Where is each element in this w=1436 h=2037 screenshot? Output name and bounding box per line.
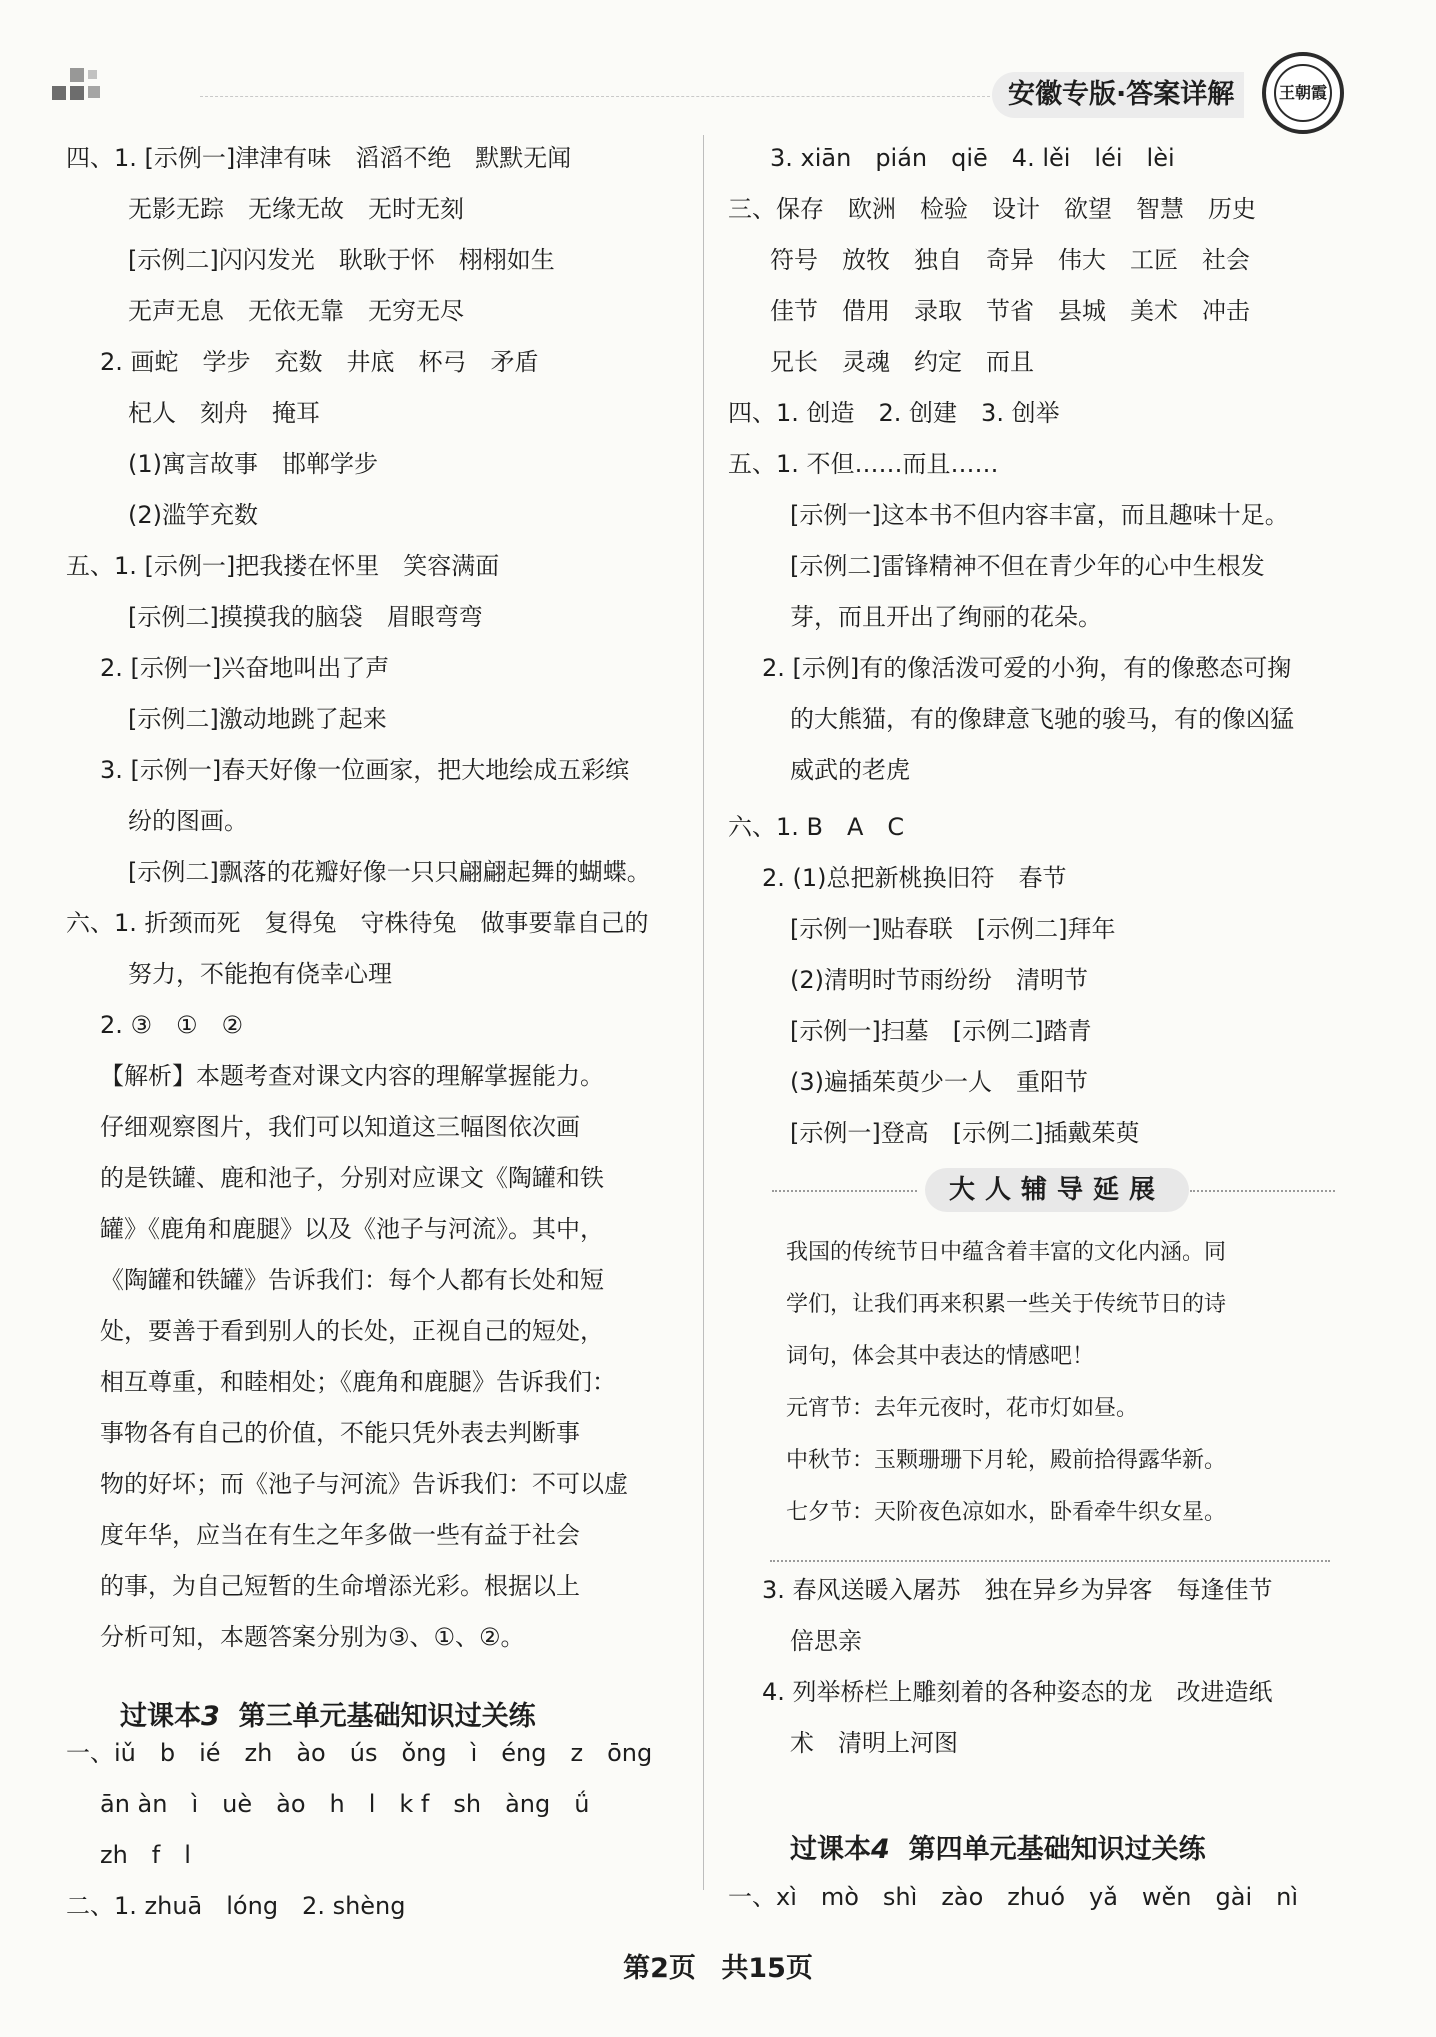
extension-line4: 元宵节：去年元夜时，花市灯如昼。 [786, 1396, 1139, 1421]
right-q5-line7: 威武的老虎 [790, 756, 910, 784]
right-q6b-line4: 术 清明上河图 [790, 1729, 958, 1757]
right-q6-line6: (3)遍插茱萸少一人 重阳节 [790, 1068, 1088, 1096]
unit4-number: 4 [871, 1834, 890, 1865]
left-q6-line2: 努力，不能抱有侥幸心理 [128, 960, 392, 988]
extension-line1: 我国的传统节日中蕴含着丰富的文化内涵。同 [786, 1240, 1227, 1265]
left-q4-line2: 无影无踪 无缘无故 无时无刻 [128, 195, 464, 223]
left-q6-line5: 仔细观察图片，我们可以知道这三幅图依次画 [100, 1113, 580, 1141]
left-q4-line3: [示例二]闪闪发光 耿耿于怀 栩栩如生 [128, 246, 555, 274]
right-q3-line4: 兄长 灵魂 约定 而且 [770, 348, 1034, 376]
column-divider [703, 135, 704, 1890]
right-q6-line5: [示例一]扫墓 [示例二]踏青 [790, 1017, 1092, 1045]
left-q6-line9: 处，要善于看到别人的长处，正视自己的短处， [100, 1317, 604, 1345]
extension-rule-left [772, 1190, 917, 1192]
left-q6-line6: 的是铁罐、鹿和池子，分别对应课文《陶罐和铁 [100, 1164, 604, 1192]
extension-rule-right [1190, 1190, 1335, 1192]
publisher-logo [1262, 52, 1344, 134]
page-footer [0, 1946, 1436, 1985]
right-q3-line1: 三、保存 欧洲 检验 设计 欲望 智慧 历史 [728, 195, 1256, 223]
logo-text: 王朝霞 [1274, 64, 1332, 122]
right-q6-line1: 六、1. B A C [728, 813, 905, 841]
extension-title: 大人辅导延展 [925, 1168, 1189, 1212]
left-q6-line14: 的事，为自己短暂的生命增添光彩。根据以上 [100, 1572, 580, 1600]
right-q5-line6: 的大熊猫，有的像肆意飞驰的骏马，有的像凶猛 [790, 705, 1294, 733]
left-q6-line8: 《陶罐和铁罐》告诉我们：每个人都有长处和短 [100, 1266, 604, 1294]
unit3-title: 第三单元基础知识过关练 [238, 1701, 536, 1732]
extension-line2: 学们，让我们再来积累一些关于传统节日的诗 [786, 1292, 1227, 1317]
left-q6-line11: 事物各有自己的价值，不能只凭外表去判断事 [100, 1419, 580, 1447]
left-q4-line4: 无声无息 无依无靠 无穷无尽 [128, 297, 464, 325]
left-q4-line7: (1)寓言故事 邯郸学步 [128, 450, 378, 478]
left-q4-line6: 杞人 刻舟 掩耳 [128, 399, 320, 427]
left-q6-line10: 相互尊重，和睦相处；《鹿角和鹿腿》告诉我们： [100, 1368, 616, 1396]
extension-line5: 中秋节：玉颗珊珊下月轮，殿前拾得露华新。 [786, 1448, 1227, 1473]
right-q5-line3: [示例二]雷锋精神不但在青少年的心中生根发 [790, 552, 1265, 580]
right-q6b-line1: 3. 春风送暖入屠苏 独在异乡为异客 每逢佳节 [762, 1576, 1273, 1604]
unit3-line1: 一、iǔ b ié zh ào ús ǒng ì éng z ōng [66, 1739, 653, 1767]
left-q6-line15: 分析可知，本题答案分别为③、①、②。 [100, 1623, 525, 1651]
extension-box [786, 1222, 1326, 1564]
unit3-line2: ān àn ì uè ào h l k f sh àng ǘ [100, 1790, 590, 1818]
right-q3-line2: 符号 放牧 独自 奇异 伟大 工匠 社会 [770, 246, 1250, 274]
right-q5-line5: 2. [示例]有的像活泼可爱的小狗，有的像憨态可掬 [762, 654, 1292, 682]
left-q6-line4: 【解析】本题考查对课文内容的理解掌握能力。 [100, 1062, 604, 1090]
unit4-prefix: 过课本 [790, 1834, 871, 1865]
left-q6-line12: 物的好坏；而《池子与河流》告诉我们：不可以虚 [100, 1470, 628, 1498]
left-q6-line1: 六、1. 折颈而死 复得兔 守株待兔 做事要靠自己的 [66, 909, 649, 937]
left-q5-line2: [示例二]摸摸我的脑袋 眉眼弯弯 [128, 603, 483, 631]
page-total: 共15页 [721, 1953, 813, 1984]
unit4-heading [790, 1827, 1206, 1866]
right-q6b-line3: 4. 列举桥栏上雕刻着的各种姿态的龙 改进造纸 [762, 1678, 1273, 1706]
right-line-r1: 3. xiān pián qiē 4. lěi léi lèi [770, 144, 1175, 172]
right-q6-line2: 2. (1)总把新桃换旧符 春节 [762, 864, 1067, 892]
unit3-number: 3 [201, 1701, 220, 1732]
left-q4-line5: 2. 画蛇 学步 充数 井底 杯弓 矛盾 [100, 348, 539, 376]
left-q5-line5: 3. [示例一]春天好像一位画家，把大地绘成五彩缤 [100, 756, 630, 784]
left-q4-line8: (2)滥竽充数 [128, 501, 258, 529]
left-q5-line1: 五、1. [示例一]把我搂在怀里 笑容满面 [66, 552, 500, 580]
extension-line3: 词句，体会其中表达的情感吧！ [786, 1344, 1095, 1369]
left-q6-line3: 2. ③ ① ② [100, 1011, 244, 1039]
unit4-title: 第四单元基础知识过关练 [908, 1834, 1206, 1865]
right-q5-line2: [示例一]这本书不但内容丰富，而且趣味十足。 [790, 501, 1289, 529]
left-q6-line13: 度年华，应当在有生之年多做一些有益于社会 [100, 1521, 580, 1549]
extension-line6: 七夕节：天阶夜色凉如水，卧看牵牛织女星。 [786, 1500, 1227, 1525]
header-badge: 安徽专版·答案详解 [992, 72, 1244, 118]
right-q5-line1: 五、1. 不但……而且…… [728, 450, 999, 478]
page-number: 第2页 [623, 1953, 696, 1984]
right-q4: 四、1. 创造 2. 创建 3. 创举 [728, 399, 1060, 427]
unit3-line3: zh f l [100, 1841, 191, 1869]
left-q5-line6: 纷的图画。 [128, 807, 248, 835]
left-q5-line4: [示例二]激动地跳了起来 [128, 705, 387, 733]
unit3-line4: 二、1. zhuā lóng 2. shèng [66, 1892, 406, 1920]
right-q6-line4: (2)清明时节雨纷纷 清明节 [790, 966, 1088, 994]
right-q6b-line2: 倍思亲 [790, 1627, 862, 1655]
left-q5-line3: 2. [示例一]兴奋地叫出了声 [100, 654, 390, 682]
left-q6-line7: 罐》《鹿角和鹿腿》以及《池子与河流》。其中， [100, 1215, 604, 1243]
right-q6-line3: [示例一]贴春联 [示例二]拜年 [790, 915, 1116, 943]
right-q6-line7: [示例一]登高 [示例二]插戴茱萸 [790, 1119, 1140, 1147]
header-rule [200, 96, 990, 97]
unit3-heading [120, 1694, 536, 1733]
extension-bottom-rule [770, 1560, 1330, 1562]
unit4-line1: 一、xì mò shì zào zhuó yǎ wěn gài nì [728, 1883, 1299, 1911]
left-q5-line7: [示例二]飘落的花瓣好像一只只翩翩起舞的蝴蝶。 [128, 858, 651, 886]
right-q5-line4: 芽，而且开出了绚丽的花朵。 [790, 603, 1102, 631]
unit3-prefix: 过课本 [120, 1701, 201, 1732]
right-q3-line3: 佳节 借用 录取 节省 县城 美术 冲击 [770, 297, 1250, 325]
left-q4-line1: 四、1. [示例一]津津有味 滔滔不绝 默默无闻 [66, 144, 572, 172]
